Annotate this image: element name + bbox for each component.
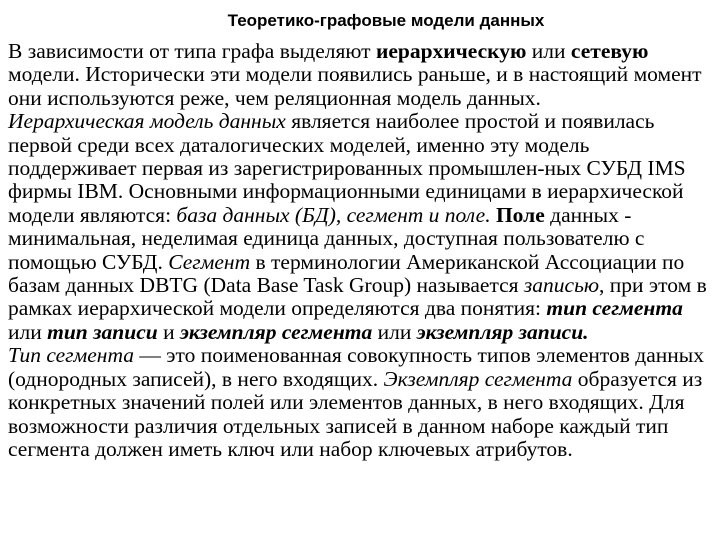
term-segment-instance: экземпляр сегмента [179, 319, 373, 344]
paragraph-hierarchical-model [8, 110, 708, 344]
text-run: является наиболее простой и появилась первой среди всех даталогических моделей, именно эту модель поддерживает первая из зарегистрированных промышлен-ных СУБД IMS фирмы IBM. Основными информационными единицами в иерархической модели являются: [8, 109, 686, 227]
paragraph-segment-type [8, 344, 708, 461]
body-text [8, 40, 708, 461]
text-run: или [526, 39, 571, 63]
term-segment-type-def: Тип сегмента [8, 343, 134, 368]
term-segment-instance-def: Экземпляр сегмента [383, 366, 573, 391]
text-run: , при этом в рамках иерархической модели определяются два понятия: [8, 273, 707, 321]
term-segment: Сегмент [168, 249, 251, 274]
term-segment-type: тип сегмента [546, 296, 683, 321]
text-run: или [8, 319, 48, 344]
term-field: Поле [495, 202, 545, 227]
text-run: данных - минимальная, неделимая единица данных, доступная пользователю с помощью СУБД. [8, 202, 645, 274]
text-run: образуется из конкретных значений полей или элементов данных, в него входящих. Для возможности различия отдельных записей в данном наборе каждый тип сегмента должен иметь ключ или набор ключевых атрибутов. [8, 366, 703, 461]
term-units: база данных (БД), сегмент и поле. [176, 202, 491, 227]
text-run: модели. Исторически эти модели появились раньше, и в настоящий момент они используются реже, чем реляционная модель данных. [8, 62, 702, 110]
text-run: — это поименованная совокупность типов элементов данных (однородных записей), в него входящих. [8, 343, 704, 391]
paragraph-intro [8, 40, 708, 110]
page-title: Теоретико-графовые модели данных [227, 11, 545, 30]
term-record: записью [523, 273, 600, 298]
term-hierarchical-model: Иерархическая модель данных [8, 109, 286, 134]
term-hierarchical: иерархическую [375, 39, 527, 63]
term-network: сетевую [570, 39, 649, 63]
text-run: и [157, 319, 180, 344]
term-record-instance: экземпляр записи. [416, 319, 589, 344]
text-run: или [372, 319, 417, 344]
text-run: В зависимости от типа графа выделяют [8, 39, 376, 63]
term-record-type: тип записи [47, 319, 158, 344]
text-run: в терминологии Американской Ассоциации по базам данных DBTG (Data Base Task Group) называется [8, 249, 685, 298]
